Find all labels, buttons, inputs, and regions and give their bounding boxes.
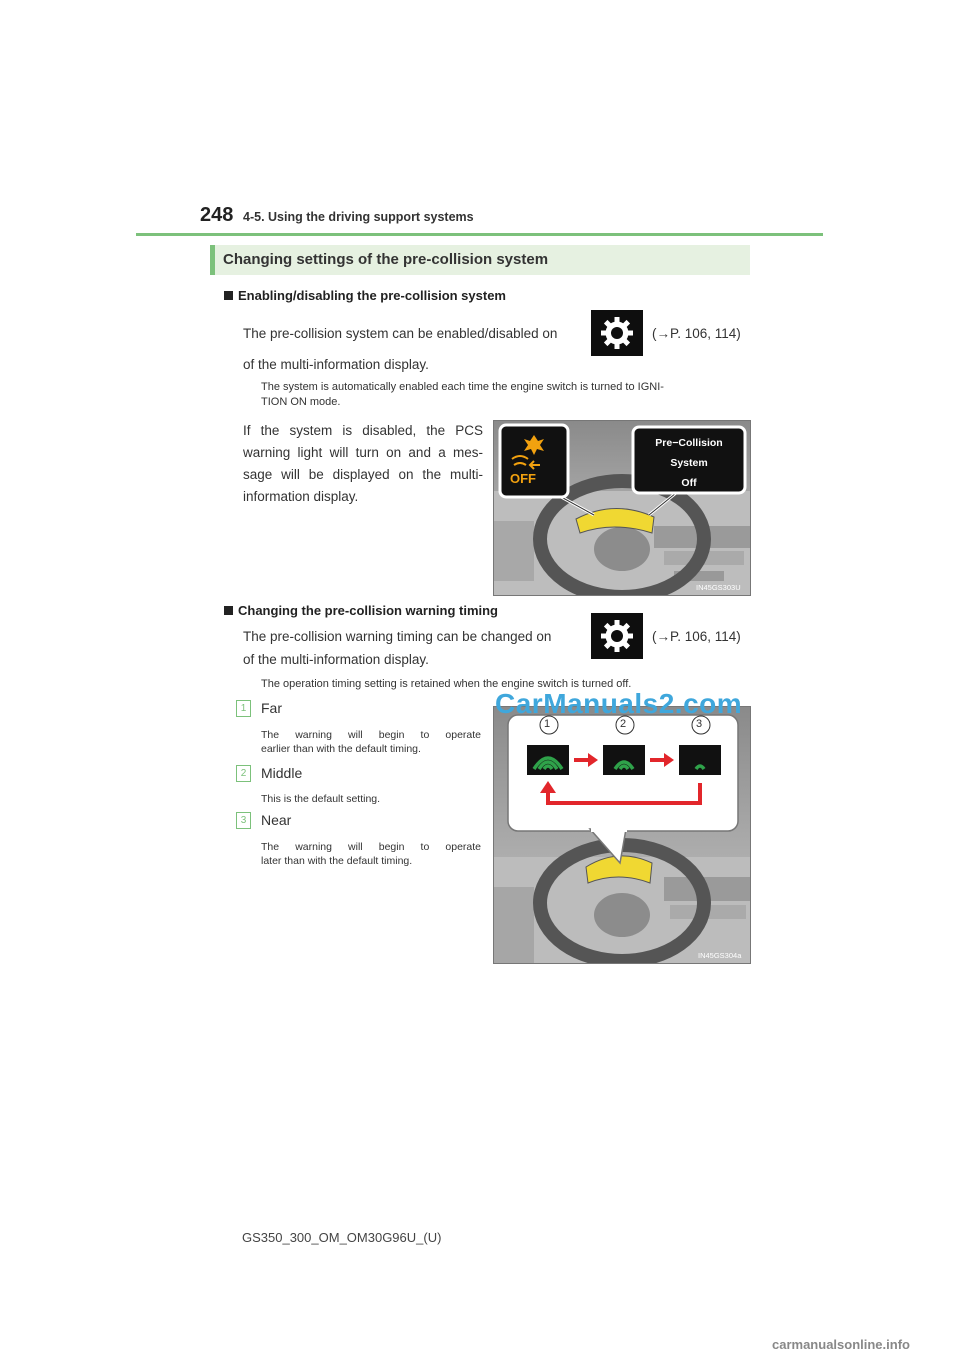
timing-step-3: 3 [696, 718, 703, 730]
enable-desc-line: If the system is disabled, the PCS [243, 423, 483, 438]
settings-gear-button [591, 613, 643, 659]
pcs-off-figure [493, 420, 751, 596]
timing-item-far: Far [261, 700, 282, 716]
timing-item-middle-desc: This is the default setting. [261, 793, 381, 805]
timing-item-near-desc [261, 840, 481, 868]
enable-desc-line: warning light will turn on and a mes- [243, 445, 483, 460]
timing-page-ref: (→P. 106, 114) [652, 629, 741, 644]
enable-note-line2: TION ON mode. [261, 396, 341, 408]
desc-line: The warning will begin to operate [261, 841, 481, 853]
timing-item-near: Near [261, 812, 292, 828]
figure-code: IN45GS303U [696, 583, 741, 592]
message-line: Off [681, 477, 697, 489]
section-path: 4-5. Using the driving support systems [243, 210, 474, 224]
enable-line1: The pre-collision system can be enabled/disabled on [243, 326, 558, 341]
item-number-badge: 2 [236, 765, 251, 782]
document-code: GS350_300_OM_OM30G96U_(U) [242, 1230, 442, 1245]
desc-line: The warning will begin to operate [261, 729, 481, 741]
message-line: Pre−Collision [655, 437, 723, 449]
watermark-carmanuals: CarManuals2.com [495, 688, 743, 719]
settings-gear-button [591, 310, 643, 356]
timing-step-2: 2 [620, 718, 627, 730]
enable-page-ref: (→P. 106, 114) [652, 326, 741, 341]
message-line: System [670, 457, 708, 469]
enable-line2: of the multi-information display. [243, 357, 429, 372]
desc-line: earlier than with the default timing. [261, 743, 421, 755]
item-number-badge: 3 [236, 812, 251, 829]
pcs-off-indicator: OFF [510, 471, 536, 486]
square-bullet-icon [224, 606, 233, 615]
enable-note-line1: The system is automatically enabled each time the engine switch is turned to IGNI- [261, 381, 664, 393]
section-banner-title: Changing settings of the pre-collision system [223, 251, 549, 268]
timing-note: The operation timing setting is retained when the engine switch is turned off. [261, 678, 632, 690]
timing-item-far-desc [261, 728, 481, 756]
enable-description [243, 420, 483, 508]
watermark-carmanualsonline: carmanualsonline.info [772, 1337, 910, 1352]
timing-illustration [494, 707, 750, 963]
desc-line: later than with the default timing. [261, 855, 413, 867]
enable-desc-line: information display. [243, 489, 359, 504]
page-number: 248 [200, 204, 234, 226]
timing-step-1: 1 [544, 718, 551, 730]
gear-icon [591, 310, 643, 356]
enable-heading: Enabling/disabling the pre-collision system [224, 288, 506, 303]
item-number-badge: 1 [236, 700, 251, 717]
figure-code: IN45GS304a [698, 951, 742, 960]
gear-icon [591, 613, 643, 659]
timing-heading: Changing the pre-collision warning timing [224, 603, 498, 618]
timing-item-middle: Middle [261, 765, 303, 781]
timing-line2: of the multi-information display. [243, 652, 429, 667]
header-rule [136, 233, 823, 236]
warning-timing-figure [493, 706, 751, 964]
pcs-off-message [635, 433, 743, 493]
enable-desc-line: sage will be displayed on the multi- [243, 467, 483, 482]
square-bullet-icon [224, 291, 233, 300]
timing-line1: The pre-collision warning timing can be changed on [243, 629, 552, 644]
